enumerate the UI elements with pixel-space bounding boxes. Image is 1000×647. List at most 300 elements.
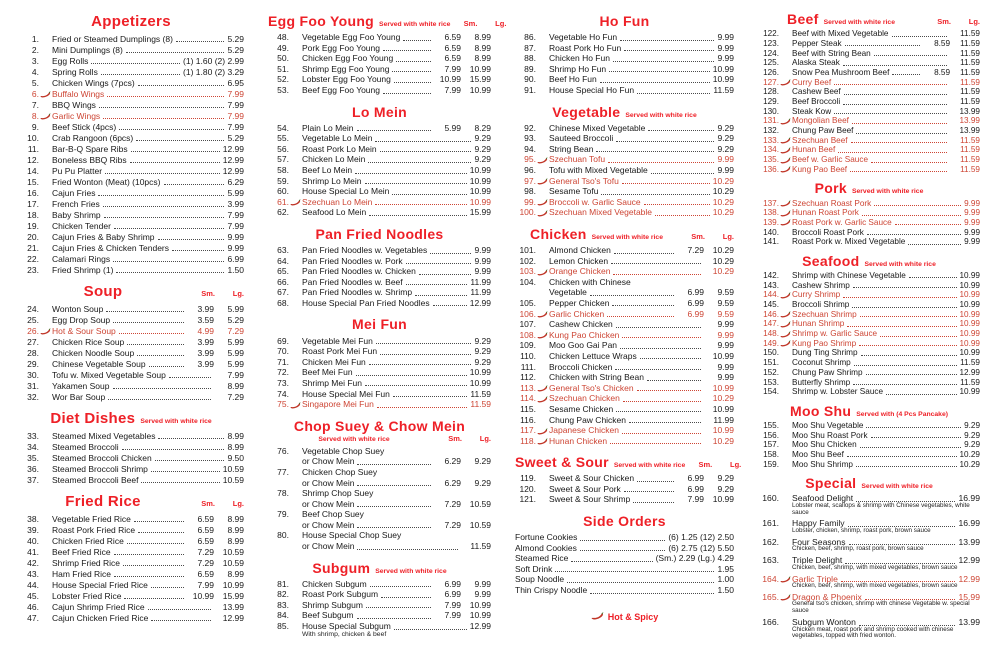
item-number: 160. bbox=[762, 493, 779, 504]
item-number: 24. bbox=[27, 303, 39, 314]
item-price: 10.29 bbox=[712, 255, 734, 266]
chili-icon bbox=[537, 385, 548, 392]
item-number: 37. bbox=[27, 474, 39, 485]
dotted-leader bbox=[376, 343, 472, 344]
menu-item bbox=[18, 463, 244, 474]
dotted-leader bbox=[651, 173, 715, 174]
item-number: 10. bbox=[27, 132, 39, 143]
dotted-leader bbox=[838, 152, 947, 153]
item-name: Chicken Lo Mein bbox=[302, 154, 366, 165]
item-price: 10.99 bbox=[712, 403, 734, 414]
dotted-leader bbox=[98, 195, 224, 196]
menu-item bbox=[515, 85, 734, 96]
item-name: Hunan Chicken bbox=[549, 435, 608, 446]
item-number: 82. bbox=[277, 589, 289, 600]
section-title: Seafood bbox=[802, 252, 860, 269]
item-price-small: 7.29 bbox=[444, 498, 461, 509]
item-price: 9.99 bbox=[474, 255, 491, 266]
item-name: Steamed Broccoli Chicken bbox=[52, 452, 152, 463]
item-name: Szechuan Mixed Vegetable bbox=[549, 207, 653, 218]
price-label-small: Sm. bbox=[937, 17, 951, 26]
item-price-small: 7.99 bbox=[444, 63, 461, 74]
menu-item bbox=[18, 430, 244, 441]
item-price: 10.99 bbox=[712, 425, 734, 436]
menu-item bbox=[268, 488, 491, 499]
item-price: 9.29 bbox=[964, 430, 980, 440]
spicy-slot bbox=[779, 340, 792, 348]
menu-item bbox=[758, 145, 980, 155]
menu-item bbox=[18, 336, 244, 347]
dotted-leader bbox=[394, 82, 431, 83]
item-name: Happy Family bbox=[792, 518, 845, 529]
dotted-leader bbox=[392, 194, 466, 195]
item-name: Pork Egg Foo Young bbox=[302, 42, 380, 53]
dotted-leader bbox=[622, 183, 710, 184]
hot-spicy-legend bbox=[515, 612, 734, 622]
item-price-small: 6.99 bbox=[687, 308, 704, 319]
dotted-leader bbox=[861, 355, 957, 356]
dotted-leader bbox=[844, 94, 947, 95]
section-header bbox=[268, 418, 491, 443]
item-price: 5.99 bbox=[227, 187, 244, 198]
menu-item bbox=[268, 579, 491, 590]
section-header bbox=[758, 11, 980, 27]
chili-icon bbox=[537, 332, 548, 339]
item-number: 104. bbox=[519, 276, 536, 287]
item-price: 9.99 bbox=[717, 372, 734, 383]
item-number: 163. bbox=[762, 555, 779, 566]
item-name: Chung Paw Shrimp bbox=[792, 367, 863, 377]
item-name: Chicken with String Bean bbox=[549, 372, 644, 383]
item-price: 10.29 bbox=[712, 196, 734, 207]
dotted-leader bbox=[852, 123, 947, 124]
spicy-slot bbox=[39, 328, 52, 336]
dotted-leader bbox=[124, 598, 184, 599]
item-number: 30. bbox=[27, 369, 39, 380]
dotted-leader bbox=[357, 527, 431, 528]
dotted-leader bbox=[622, 337, 701, 338]
spicy-slot bbox=[536, 385, 549, 393]
item-name: Moo Shu Beef bbox=[792, 449, 844, 459]
item-name: Tofu w. Mixed Vegetable Soup bbox=[52, 369, 166, 380]
price-column-labels bbox=[680, 232, 734, 241]
dotted-leader bbox=[613, 61, 715, 62]
item-number: 68. bbox=[277, 297, 289, 308]
chili-icon bbox=[290, 199, 301, 206]
menu-item bbox=[268, 245, 491, 256]
chili-icon bbox=[780, 210, 791, 217]
dotted-leader bbox=[119, 129, 224, 130]
item-number: 14. bbox=[27, 165, 39, 176]
menu-item bbox=[758, 368, 980, 378]
dotted-leader bbox=[892, 36, 948, 37]
item-name: Chinese Mixed Vegetable bbox=[549, 122, 646, 133]
dotted-leader bbox=[406, 284, 468, 285]
item-name: Dragon & Phoenix bbox=[792, 591, 862, 602]
item-price-small: 8.59 bbox=[934, 38, 950, 48]
menu-item bbox=[18, 546, 244, 557]
item-number: 1. bbox=[31, 33, 39, 44]
item-number: 158. bbox=[763, 449, 779, 459]
dotted-leader bbox=[357, 130, 431, 131]
menu-item bbox=[18, 44, 244, 55]
dotted-leader bbox=[620, 40, 714, 41]
dotted-leader bbox=[886, 394, 956, 395]
item-name: Lobster Egg Foo Young bbox=[302, 74, 391, 85]
section-title: Lo Mein bbox=[352, 103, 407, 120]
item-number: 75. bbox=[277, 399, 289, 410]
item-name-line2: or Chow Mein bbox=[302, 456, 355, 467]
item-name: Sesame Chicken bbox=[549, 403, 614, 414]
chili-icon bbox=[780, 576, 791, 583]
item-price: 12.99 bbox=[469, 621, 491, 632]
section-pan-fried-noodles bbox=[268, 226, 491, 309]
item-number: 52. bbox=[277, 74, 289, 85]
dotted-leader bbox=[624, 491, 674, 492]
item-price: 10.99 bbox=[959, 329, 980, 339]
item-price: 6.29 bbox=[227, 176, 244, 187]
chili-icon bbox=[780, 137, 791, 144]
section-note: Served with white rice bbox=[851, 188, 924, 196]
dotted-leader bbox=[843, 297, 956, 298]
item-number: 45. bbox=[27, 590, 39, 601]
spicy-slot bbox=[39, 91, 52, 99]
dotted-leader bbox=[600, 82, 710, 83]
item-description bbox=[758, 528, 980, 535]
item-number: 156. bbox=[763, 430, 779, 440]
menu-item bbox=[758, 58, 980, 68]
item-price: 1.00 bbox=[717, 574, 734, 585]
menu-item bbox=[515, 574, 734, 585]
item-price: 9.99 bbox=[964, 227, 980, 237]
item-name: Cashew Chicken bbox=[549, 319, 613, 330]
dotted-leader bbox=[834, 113, 947, 114]
item-price: 10.99 bbox=[712, 350, 734, 361]
menu-item bbox=[515, 383, 734, 394]
section-vegetable bbox=[515, 104, 734, 218]
item-name: Spring Rolls bbox=[52, 66, 98, 77]
section-title: Diet Dishes bbox=[50, 410, 136, 427]
dotted-leader bbox=[580, 540, 665, 541]
item-price: 12.99 bbox=[222, 154, 244, 165]
menu-column-4 bbox=[750, 0, 1000, 647]
chili-icon bbox=[780, 594, 791, 601]
chili-icon bbox=[780, 331, 791, 338]
menu-item-line2 bbox=[515, 287, 734, 298]
item-name: Hunan Beef bbox=[792, 145, 836, 155]
menu-item bbox=[515, 414, 734, 425]
item-name: House Special Pan Fried Noodles bbox=[302, 297, 430, 308]
menu-item bbox=[268, 186, 491, 197]
item-number: 118. bbox=[520, 435, 536, 446]
item-price: 12.99 bbox=[222, 612, 244, 623]
chili-icon bbox=[537, 438, 548, 445]
item-number: 80. bbox=[277, 530, 289, 541]
item-price: 9.29 bbox=[717, 143, 734, 154]
item-name: Chicken Noodle Soup bbox=[52, 347, 135, 358]
item-number: 83. bbox=[277, 599, 289, 610]
item-name: Lobster Fried Rice bbox=[52, 590, 122, 601]
dotted-leader bbox=[375, 141, 471, 142]
item-number: 18. bbox=[27, 209, 39, 220]
menu-item bbox=[515, 393, 734, 404]
item-name: Almond Chicken bbox=[549, 245, 611, 255]
item-price-small: 7.99 bbox=[444, 85, 461, 96]
item-price: 11.59 bbox=[960, 97, 980, 106]
item-number: 92. bbox=[524, 122, 536, 133]
menu-item bbox=[18, 452, 244, 463]
item-number: 147. bbox=[763, 319, 779, 329]
dotted-leader bbox=[101, 74, 180, 75]
item-name: Baby Shrimp bbox=[52, 209, 101, 220]
item-price: 5.29 bbox=[227, 314, 244, 325]
section-header bbox=[758, 180, 980, 196]
item-name: BBQ Wings bbox=[52, 99, 96, 110]
item-name: Broccoli w. Garlic Sauce bbox=[549, 196, 641, 207]
item-number: 97. bbox=[524, 175, 536, 186]
dotted-leader bbox=[640, 358, 701, 359]
item-number: 155. bbox=[763, 420, 779, 430]
item-number: 116. bbox=[520, 414, 536, 425]
item-price: 8.99 bbox=[227, 380, 244, 391]
item-price-small: 6.99 bbox=[687, 473, 704, 484]
item-price: 12.99 bbox=[958, 555, 980, 566]
menu-item bbox=[268, 357, 491, 368]
menu-item bbox=[515, 133, 734, 144]
menu-item bbox=[515, 351, 734, 362]
item-name: Chicken Chop Suey bbox=[302, 466, 378, 477]
item-name: Chicken with Chinese bbox=[549, 276, 631, 287]
item-name: House Special Lo Mein bbox=[302, 186, 390, 197]
item-price: 15.99 bbox=[469, 207, 491, 218]
item-name: Curry Shrimp bbox=[792, 290, 841, 300]
item-name: Pepper Steak bbox=[792, 38, 842, 48]
chili-icon bbox=[537, 396, 548, 403]
dotted-leader bbox=[851, 142, 947, 143]
dotted-leader bbox=[123, 565, 184, 566]
dotted-leader bbox=[131, 151, 220, 152]
chili-icon bbox=[537, 269, 548, 276]
item-name-line2: Vegetable bbox=[549, 287, 587, 298]
menu-item bbox=[268, 446, 491, 457]
item-price: 10.29 bbox=[959, 459, 980, 469]
item-name: Shrimp Chop Suey bbox=[302, 488, 374, 499]
item-name: Vegetable Lo Mein bbox=[302, 133, 373, 144]
item-price: (Sm.) 2.29 (Lg.) 4.29 bbox=[655, 553, 734, 564]
dotted-leader bbox=[169, 377, 211, 378]
item-number: 109. bbox=[519, 340, 536, 351]
item-number: 87. bbox=[524, 42, 536, 53]
spicy-slot bbox=[536, 332, 549, 340]
menu-item bbox=[268, 287, 491, 298]
dotted-leader bbox=[633, 502, 674, 503]
item-price: 10.59 bbox=[222, 463, 244, 474]
item-name: Garlic Chicken bbox=[549, 308, 605, 319]
item-number: 130. bbox=[763, 106, 779, 116]
section-note: Served with white rice bbox=[625, 111, 697, 119]
item-number: 98. bbox=[524, 186, 536, 197]
item-name: Chicken Egg Foo Young bbox=[302, 53, 394, 64]
item-name: House Special Subgum bbox=[302, 621, 391, 632]
item-price: 11.99 bbox=[470, 287, 491, 298]
item-price-small: 6.59 bbox=[444, 42, 461, 53]
menu-item bbox=[18, 380, 244, 391]
menu-item bbox=[18, 33, 244, 44]
item-price: 7.99 bbox=[227, 110, 244, 121]
section-title: Sweet & Sour bbox=[515, 454, 609, 471]
chili-icon bbox=[780, 147, 791, 154]
item-number: 79. bbox=[277, 509, 289, 520]
item-price: 10.99 bbox=[469, 186, 491, 197]
section-soup bbox=[18, 283, 244, 402]
item-name: Calamari Rings bbox=[52, 253, 111, 264]
item-description bbox=[758, 601, 980, 615]
item-name: Roast Pork Lo Mein bbox=[302, 143, 377, 154]
menu-item bbox=[18, 253, 244, 264]
menu-item bbox=[515, 484, 734, 495]
item-name: Egg Rolls bbox=[52, 55, 89, 66]
menu-item bbox=[18, 303, 244, 314]
item-number: 60. bbox=[277, 186, 289, 197]
item-name: Kung Pao Chicken bbox=[549, 329, 620, 340]
item-price: 8.99 bbox=[227, 513, 244, 524]
menu-item-line2 bbox=[268, 499, 491, 510]
item-price: 9.29 bbox=[717, 133, 734, 144]
item-name: Soft Drink bbox=[515, 563, 553, 574]
item-price: 7.99 bbox=[227, 369, 244, 380]
menu-item bbox=[268, 399, 491, 410]
item-number: 102. bbox=[519, 255, 536, 266]
item-description bbox=[758, 503, 980, 517]
menu-item bbox=[515, 298, 734, 309]
menu-item bbox=[18, 264, 244, 275]
item-price: 5.29 bbox=[227, 132, 244, 143]
item-price: 8.99 bbox=[474, 53, 491, 64]
dotted-leader bbox=[637, 481, 674, 482]
section-moo-shu bbox=[758, 403, 980, 469]
item-price: (6) 1.25 (12) 2.50 bbox=[668, 532, 734, 543]
item-name: Chung Paw Beef bbox=[792, 126, 854, 136]
section-note: Served with (4 Pcs Pancake) bbox=[856, 410, 949, 418]
item-price: 8.99 bbox=[227, 441, 244, 452]
item-price: 15.99 bbox=[958, 591, 980, 602]
item-price: 9.99 bbox=[474, 589, 491, 600]
item-number: 151. bbox=[763, 358, 779, 368]
menu-item bbox=[758, 97, 980, 107]
item-price: 7.99 bbox=[227, 121, 244, 132]
item-name: Steamed Rice bbox=[515, 553, 569, 564]
chili-icon bbox=[780, 219, 791, 226]
item-name: General Tso's Chicken bbox=[549, 382, 634, 393]
item-price: 8.99 bbox=[227, 568, 244, 579]
spicy-slot bbox=[779, 157, 792, 165]
menu-item bbox=[18, 441, 244, 452]
item-price: 9.29 bbox=[717, 473, 734, 484]
item-name: House Special Mei Fun bbox=[302, 388, 390, 399]
item-name: Mongolian Beef bbox=[792, 116, 849, 126]
item-number: 23. bbox=[27, 264, 39, 275]
item-name: Szechuan Chicken bbox=[549, 393, 620, 404]
item-name: Boneless BBQ Ribs bbox=[52, 154, 127, 165]
section-title: Pork bbox=[814, 180, 847, 197]
item-name: Crab Rangoon (6pcs) bbox=[52, 132, 134, 143]
section-header bbox=[515, 226, 734, 242]
item-name: Beef Egg Foo Young bbox=[302, 85, 380, 96]
section-ho-fun bbox=[515, 13, 734, 96]
item-price: 8.99 bbox=[474, 42, 491, 53]
section-side-orders bbox=[515, 513, 734, 596]
item-price: 9.29 bbox=[474, 143, 491, 154]
menu-item bbox=[758, 421, 980, 431]
price-column-labels bbox=[687, 460, 741, 469]
item-price: 11.59 bbox=[960, 145, 980, 155]
item-description bbox=[758, 627, 980, 641]
item-description-text: Chicken meat, roast pork and shrimp cooked with chinese vegetables, topped with fried wonton. bbox=[792, 625, 954, 640]
item-name: Curry Beef bbox=[792, 77, 832, 87]
dotted-leader bbox=[616, 141, 714, 142]
item-name: Pan Fried Noodles w. Vegetables bbox=[302, 245, 428, 255]
item-name: Hunan Shrimp bbox=[792, 319, 845, 329]
item-number: 137. bbox=[763, 198, 779, 208]
item-name: Shrimp with Chinese Vegetable bbox=[792, 270, 906, 280]
item-price: 9.99 bbox=[717, 361, 734, 372]
item-price: 11.59 bbox=[470, 541, 491, 552]
menu-item bbox=[515, 319, 734, 330]
item-number: 127. bbox=[763, 77, 779, 87]
item-number: 135. bbox=[763, 155, 779, 165]
item-price: 9.99 bbox=[717, 165, 734, 176]
item-price: 10.29 bbox=[712, 393, 734, 404]
menu-item bbox=[18, 187, 244, 198]
menu-item bbox=[758, 237, 980, 247]
dotted-leader bbox=[368, 162, 471, 163]
menu-item bbox=[18, 568, 244, 579]
menu-item bbox=[268, 600, 491, 611]
menu-item bbox=[758, 29, 980, 39]
menu-item bbox=[18, 165, 244, 176]
item-number: 110. bbox=[520, 350, 536, 361]
item-price: 10.99 bbox=[469, 165, 491, 176]
item-price: 6.95 bbox=[227, 77, 244, 88]
item-price: 7.99 bbox=[227, 88, 244, 99]
item-price: 5.29 bbox=[227, 33, 244, 44]
section-title: Fried Rice bbox=[65, 493, 141, 510]
item-number: 149. bbox=[763, 338, 779, 348]
item-number: 78. bbox=[277, 488, 289, 499]
dotted-leader bbox=[107, 96, 224, 97]
item-number: 121. bbox=[519, 494, 536, 505]
menu-item bbox=[515, 32, 734, 43]
item-number: 86. bbox=[524, 32, 536, 43]
menu-item bbox=[268, 133, 491, 144]
menu-item bbox=[758, 290, 980, 300]
item-name: Pan Fried Noodles w. Shrimp bbox=[302, 287, 413, 298]
dotted-leader bbox=[590, 593, 714, 594]
section-chicken bbox=[515, 226, 734, 446]
menu-item bbox=[515, 543, 734, 554]
menu-item bbox=[515, 43, 734, 54]
dotted-leader bbox=[370, 586, 431, 587]
item-price: (1) 1.60 (2) 2.99 bbox=[183, 55, 244, 66]
dotted-leader bbox=[357, 485, 431, 486]
dotted-leader bbox=[612, 305, 674, 306]
item-name: Szechuan Tofu bbox=[549, 154, 606, 165]
section-title: Appetizers bbox=[91, 13, 171, 30]
item-number: 67. bbox=[277, 287, 289, 298]
item-number: 25. bbox=[27, 314, 39, 325]
item-price: 1.50 bbox=[227, 264, 244, 275]
menu-item bbox=[515, 553, 734, 564]
